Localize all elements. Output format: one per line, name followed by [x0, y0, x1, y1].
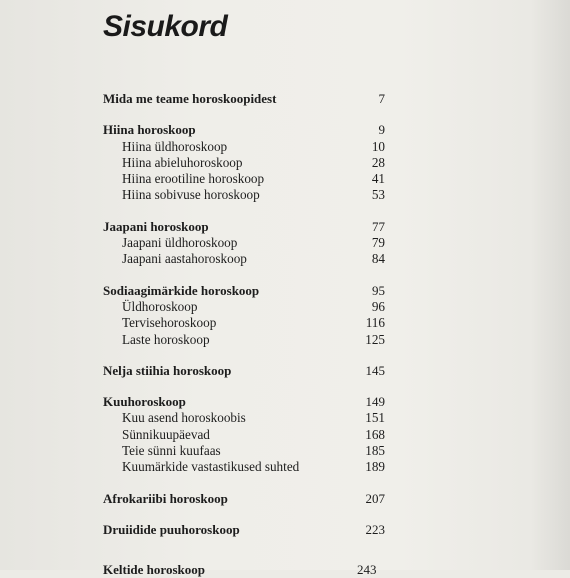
toc-section-heading-row: [103, 522, 385, 538]
toc-entry-label: Hiina sobivuse horoskoop: [122, 187, 260, 203]
toc-section-heading: Afrokariibi horoskoop: [103, 490, 228, 506]
toc-entry-row: [103, 315, 385, 331]
toc-entry-label: Üldhoroskoop: [122, 298, 198, 314]
toc-section-page-number: 9: [378, 122, 385, 138]
toc-section-heading-row: [103, 122, 385, 138]
toc-section-heading: Sodiaagimärkide horoskoop: [103, 282, 260, 298]
toc-section-heading-row: [103, 283, 385, 299]
toc-entry-row: [103, 235, 385, 251]
toc-section-heading-row: [103, 394, 385, 410]
toc-entry-row: [103, 187, 385, 203]
toc-section: [103, 394, 385, 475]
toc-section: [103, 122, 385, 203]
section-spacer: [103, 204, 385, 219]
cutoff-heading: Keltide horoskoop: [103, 562, 205, 577]
toc-entry-label: Tervisehoroskoop: [122, 315, 217, 331]
toc-entry-label: Sünnikuupäevad: [122, 426, 210, 442]
toc-entry-label: Jaapani aastahoroskoop: [122, 251, 247, 267]
page-title: Sisukord: [103, 10, 228, 43]
section-spacer: [103, 476, 385, 491]
toc-entry-label: Jaapani üldhoroskoop: [122, 235, 238, 251]
toc-entry-label: Teie sünni kuufaas: [122, 443, 221, 459]
toc-entry-row: [103, 332, 385, 348]
toc-section-heading-row: [103, 363, 385, 379]
toc-entry-row: [103, 443, 385, 459]
toc-section-heading-row: [103, 91, 385, 107]
toc-entry-label: Kuumärkide vastastikused suhted: [122, 459, 300, 475]
toc-section: [103, 219, 385, 268]
toc-entry-page-number: 79: [371, 235, 385, 251]
toc-entry-page-number: 116: [365, 315, 385, 331]
toc-entry-page-number: 168: [365, 426, 385, 442]
toc-entry-row: [103, 139, 385, 155]
section-spacer: [103, 107, 385, 122]
toc-entry-page-number: 96: [371, 298, 385, 314]
toc-entry-page-number: 151: [365, 410, 385, 426]
toc-section-page-number: 7: [378, 91, 385, 106]
toc-entry-row: [103, 171, 385, 187]
toc-section-heading-row: [103, 219, 385, 235]
toc-entry-row: [103, 427, 385, 443]
toc-entry-page-number: 41: [371, 171, 385, 187]
section-spacer: [103, 268, 385, 283]
toc-entry-label: Kuu asend horoskoobis: [122, 410, 246, 426]
toc-section: [103, 522, 385, 538]
toc-section-heading: Mida me teame horoskoopidest: [103, 91, 277, 106]
section-spacer: [103, 348, 385, 363]
toc-entry-page-number: 189: [365, 459, 385, 475]
section-spacer: [103, 379, 385, 394]
toc-section-heading: Druiidide puuhoroskoop: [103, 521, 240, 537]
toc-section-page-number: 77: [372, 218, 385, 234]
section-spacer: [103, 507, 385, 522]
toc-entry-page-number: 28: [371, 154, 385, 170]
toc-entry-row: [103, 410, 385, 426]
toc-entry-page-number: 125: [365, 331, 385, 347]
toc-entry-label: Hiina üldhoroskoop: [122, 138, 228, 154]
toc-section: [103, 491, 385, 507]
toc-entry-page-number: 53: [371, 187, 385, 203]
toc-section-heading: Kuuhoroskoop: [103, 394, 186, 410]
page-shadow: [530, 0, 570, 570]
toc-section-heading: Nelja stiihia horoskoop: [103, 362, 232, 378]
toc-entry-page-number: 10: [371, 138, 385, 154]
toc-section-page-number: 207: [365, 490, 385, 506]
toc-section-heading: Hiina horoskoop: [103, 122, 196, 138]
toc-section: [103, 283, 385, 348]
toc-entry-row: [103, 155, 385, 171]
toc-section: [103, 363, 385, 379]
toc-entry-label: Laste horoskoop: [122, 331, 210, 347]
toc-section-page-number: 145: [365, 362, 385, 378]
toc-section-page-number: 149: [365, 394, 385, 410]
toc-entry-label: Hiina abieluhoroskoop: [122, 154, 243, 170]
toc-section: [103, 91, 385, 107]
toc-section-page-number: 95: [372, 282, 385, 298]
toc-section-heading-row: [103, 491, 385, 507]
toc-entry-page-number: 84: [371, 251, 385, 267]
toc-entry-row: [103, 459, 385, 475]
table-of-contents: [103, 91, 385, 538]
toc-entry-row: [103, 299, 385, 315]
toc-entry-row: [103, 251, 385, 267]
toc-section-heading: Jaapani horoskoop: [103, 218, 209, 234]
toc-section-page-number: 223: [365, 521, 385, 537]
toc-entry-label: Hiina erootiline horoskoop: [122, 171, 265, 187]
toc-entry-page-number: 185: [365, 443, 385, 459]
cutoff-page-number: 243: [357, 562, 377, 577]
